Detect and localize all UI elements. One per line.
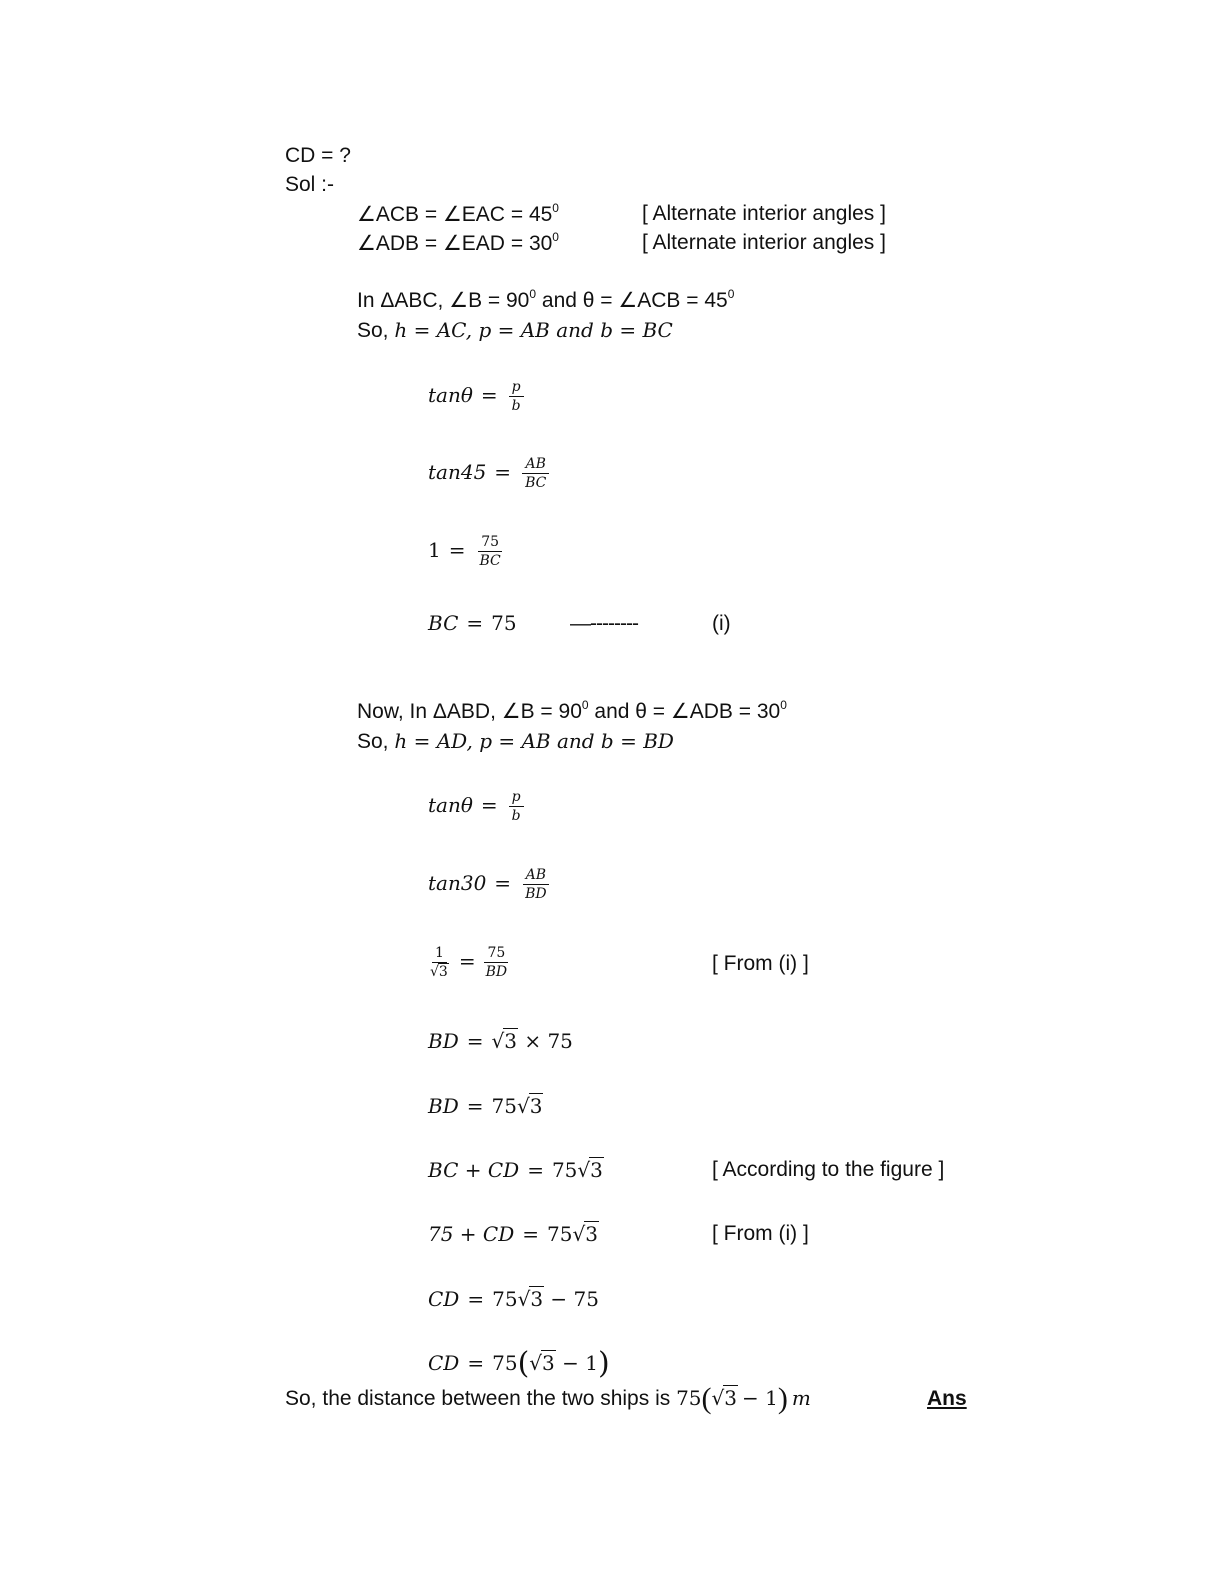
angle-symbol-icon: ∠	[357, 232, 376, 255]
equation-cd-difference: CD = 75√3 − 75	[428, 1287, 599, 1311]
equation-bc-75: BC = 75	[428, 611, 517, 635]
sqrt-icon: √	[516, 1094, 530, 1118]
angle-symbol-icon: ∠	[442, 232, 462, 255]
reason-according-to-figure: [ According to the figure ]	[712, 1158, 945, 1181]
angle-equation-1: ∠ACB = ∠EAC = $45^0$	[357, 201, 559, 226]
solution-label: Sol :-	[285, 173, 335, 196]
answer-label: Ans	[927, 1387, 967, 1410]
sqrt-icon: √	[491, 1029, 505, 1053]
fraction: $\frac{AB}{BD}$	[522, 866, 550, 903]
angle-symbol-icon: ∠	[357, 203, 376, 226]
equation-tan-theta-1: tanθ = $\frac{p}{b}$	[428, 378, 527, 415]
fraction: $\frac{p}{b}$	[509, 378, 524, 415]
triangle-abc-sides: So, h = AC, p = AB and b = BC	[357, 318, 673, 342]
fraction: $\frac{AB}{BC}$	[522, 455, 549, 492]
equation-cd-factored: CD = 75(√3 − 1)	[428, 1346, 610, 1381]
equation-bd-root3-times-75: BD = √3 × 75	[428, 1029, 573, 1053]
sqrt-icon: √	[572, 1222, 586, 1246]
sqrt-icon: √	[577, 1158, 591, 1182]
triangle-abc-intro: In ΔABC, ∠B = $90^0$ and θ = ∠ACB = $45^0$	[357, 287, 735, 312]
sqrt-icon: √	[529, 1351, 543, 1375]
angle-equation-2: ∠ADB = ∠EAD = $30^0$	[357, 230, 559, 255]
angle-symbol-icon: ∠	[670, 700, 690, 723]
equation-tan-theta-2: tanθ = $\frac{p}{b}$	[428, 788, 527, 825]
equation-tag-i: (i)	[712, 612, 731, 635]
equation-tan30: tan30 = $\frac{AB}{BD}$	[428, 866, 553, 903]
equation-bc-plus-cd: BC + CD = 75√3	[428, 1158, 603, 1182]
fraction: $\frac{p}{b}$	[509, 788, 524, 825]
sqrt-icon: √	[711, 1386, 725, 1410]
angle-reason-1: [ Alternate interior angles ]	[642, 202, 886, 225]
equation-one-over-root3: $\frac{1}{√3}$ = $\frac{75}{BD}$	[424, 944, 513, 981]
angle-symbol-icon: ∠	[618, 289, 638, 312]
equation-tan45: tan45 = $\frac{AB}{BC}$	[428, 455, 552, 492]
triangle-abd-sides: So, h = AD, p = AB and b = BD	[357, 729, 674, 753]
equation-one-equals: 1 = $\frac{75}{BC}$	[428, 533, 507, 570]
reason-from-i-2: [ From (i) ]	[712, 1222, 809, 1245]
sqrt-icon: √	[430, 964, 439, 980]
angle-symbol-icon: ∠	[501, 700, 521, 723]
question-line: CD = ?	[285, 144, 351, 167]
fraction: $\frac{1}{√3}$	[430, 945, 448, 980]
reason-from-i-1: [ From (i) ]	[712, 952, 809, 975]
equation-bd-75root3: BD = 75√3	[428, 1094, 543, 1118]
equation-75-plus-cd: 75 + CD = 75√3	[428, 1222, 598, 1246]
equation-dash-separator: —--------	[570, 612, 638, 635]
angle-symbol-icon: ∠	[449, 289, 469, 312]
triangle-abd-intro: Now, In ΔABD, ∠B = $90^0$ and θ = ∠ADB = $30^0$	[357, 698, 787, 723]
angle-reason-2: [ Alternate interior angles ]	[642, 231, 886, 254]
angle-symbol-icon: ∠	[442, 203, 462, 226]
fraction: $\frac{75}{BD}$	[485, 945, 508, 980]
conclusion-line: So, the distance between the two ships is 75(√3 − 1) m	[285, 1382, 811, 1415]
sqrt-icon: √	[517, 1287, 531, 1311]
fraction: $\frac{75}{BC}$	[479, 534, 501, 569]
